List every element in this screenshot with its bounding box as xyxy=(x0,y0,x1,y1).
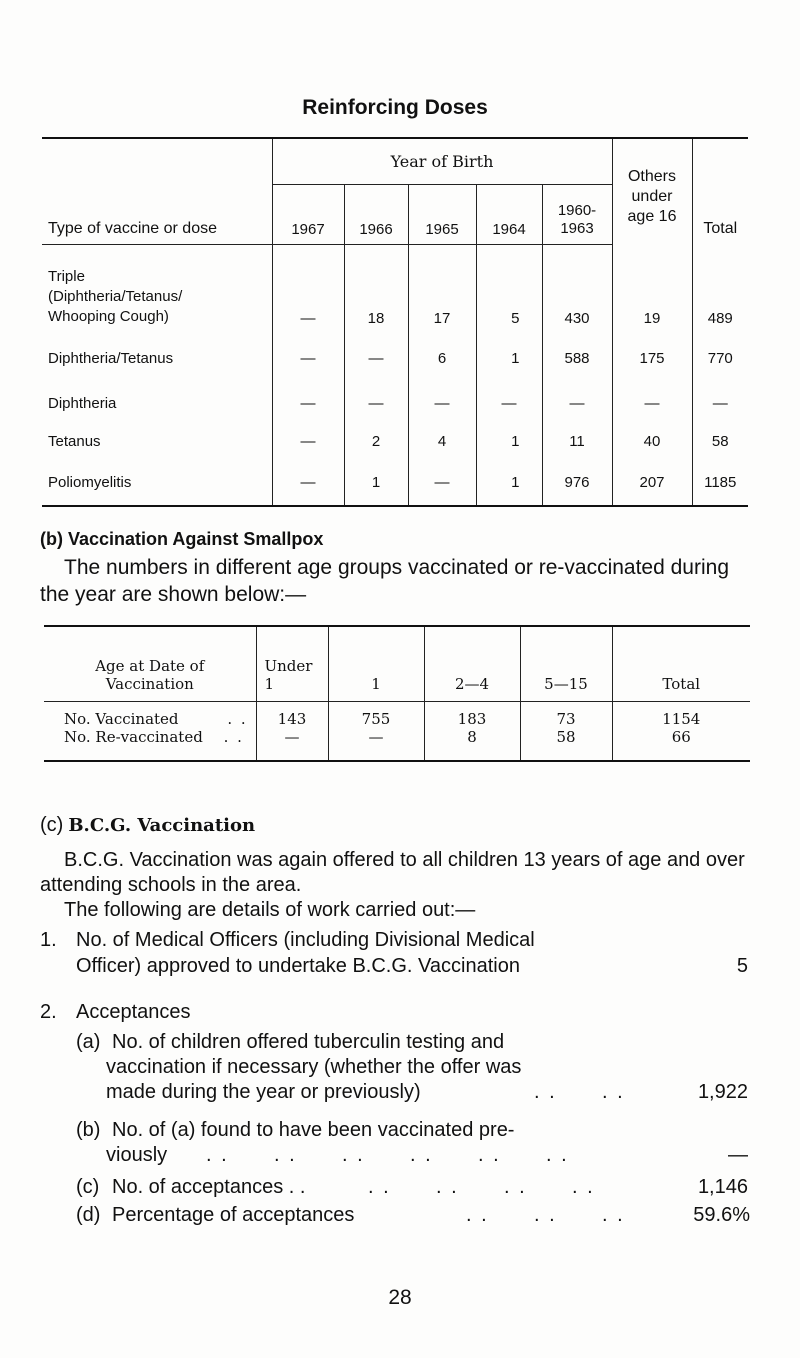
two-four-header: 2—4 xyxy=(424,626,520,702)
year-of-birth-header: Year of Birth xyxy=(272,138,612,184)
table-cell: — xyxy=(692,385,748,423)
leader-dots: . . . . xyxy=(534,1081,625,1103)
table-row xyxy=(42,333,748,385)
year-header: 1965 xyxy=(408,184,476,244)
total-header: Total xyxy=(612,626,750,702)
table-cell: 1 xyxy=(476,461,542,506)
smallpox-table xyxy=(44,625,750,762)
year-header: 1960- 1963 xyxy=(542,184,612,244)
table-cell: 8 xyxy=(424,728,520,761)
table-cell: 1 xyxy=(476,333,542,385)
table-cell: 175 xyxy=(612,333,692,385)
reinforcing-doses-table xyxy=(42,137,748,507)
table-cell: 2 xyxy=(344,423,408,461)
table-cell: 588 xyxy=(542,333,612,385)
table-cell: 1185 xyxy=(692,461,748,506)
sub-item-text: viously xyxy=(106,1144,168,1166)
table-cell: 11 xyxy=(542,423,612,461)
leader-dots: . . . . . . . . xyxy=(368,1176,595,1198)
five-fifteen-header: 5—15 xyxy=(520,626,612,702)
row-label: Diphtheria/Tetanus xyxy=(48,350,174,367)
table-cell: 489 xyxy=(692,244,748,333)
sub-item-value: 1,146 xyxy=(697,1176,748,1198)
table-cell: 5 xyxy=(476,244,542,333)
table-cell: 66 xyxy=(612,728,750,761)
table-row xyxy=(42,461,748,506)
sub-item-mark: (b) xyxy=(76,1119,101,1141)
table-cell: 1 xyxy=(344,461,408,506)
item-value: 5 xyxy=(736,955,748,977)
table-cell: 1 xyxy=(476,423,542,461)
table-cell: — xyxy=(408,461,476,506)
table-row xyxy=(42,244,748,333)
table-row xyxy=(42,385,748,423)
smallpox-heading: (b) Vaccination Against Smallpox xyxy=(40,529,324,549)
sub-item-text: No. of (a) found to have been vaccinated pre- xyxy=(112,1119,515,1141)
sub-item-text: Percentage of acceptances xyxy=(112,1204,355,1226)
table-cell: 755 xyxy=(328,702,424,729)
page-number: 28 xyxy=(388,1286,412,1309)
table-cell: 73 xyxy=(520,702,612,729)
table-cell: 143 xyxy=(256,702,328,729)
smallpox-intro: The numbers in different age groups vaccinated or re-vaccinated during the year are shown below:— xyxy=(40,556,729,606)
table-cell: 976 xyxy=(542,461,612,506)
table-cell: 4 xyxy=(408,423,476,461)
table-cell: — xyxy=(408,385,476,423)
age-header: Age at Date of Vaccination xyxy=(44,626,256,702)
bcg-heading: (c) B.C.G. Vaccination xyxy=(40,814,256,836)
sub-item-value: 1,922 xyxy=(697,1081,748,1103)
total-header: Total xyxy=(692,138,748,244)
table-cell: — xyxy=(272,333,344,385)
item-number: 1. xyxy=(40,929,57,951)
sub-item-mark: (c) xyxy=(76,1176,100,1198)
year-header: 1964 xyxy=(476,184,542,244)
year-header: 1966 xyxy=(344,184,408,244)
row-label: Diphtheria xyxy=(48,395,117,412)
table-cell: 207 xyxy=(612,461,692,506)
item-text: Officer) approved to undertake B.C.G. Vaccination xyxy=(76,955,520,977)
table-cell: — xyxy=(256,728,328,761)
table-cell: — xyxy=(272,423,344,461)
row-label: No. Vaccinated . . xyxy=(64,710,248,728)
table-cell: — xyxy=(328,728,424,761)
table-cell: — xyxy=(344,385,408,423)
under1-header: Under 1 xyxy=(256,626,328,702)
bcg-paragraph: B.C.G. Vaccination was again offered to all children 13 years of age and over attending schools in the area. xyxy=(40,849,745,896)
others-header: Others under age 16 xyxy=(612,138,692,244)
table-cell: — xyxy=(272,244,344,333)
one-header: 1 xyxy=(328,626,424,702)
row-label: Poliomyelitis xyxy=(48,474,132,491)
table-cell: 770 xyxy=(692,333,748,385)
table-cell: — xyxy=(272,461,344,506)
table-cell: — xyxy=(344,333,408,385)
table-cell: 17 xyxy=(408,244,476,333)
sub-item-text: No. of children offered tuberculin testing and xyxy=(112,1031,505,1053)
row-label: Tetanus xyxy=(48,433,101,450)
row-label: No. Re-vaccinated . . xyxy=(64,728,244,746)
table-row xyxy=(44,702,750,729)
sub-item-value: — xyxy=(728,1144,748,1166)
vaccine-type-header: Type of vaccine or dose xyxy=(42,184,272,244)
table-cell: — xyxy=(272,385,344,423)
section-title: Reinforcing Doses xyxy=(302,96,488,119)
item-text: No. of Medical Officers (including Divisional Medical xyxy=(76,929,535,951)
table-cell: — xyxy=(476,385,542,423)
table-cell: — xyxy=(612,385,692,423)
sub-item-text: made during the year or previously) xyxy=(106,1081,421,1103)
table-cell: 40 xyxy=(612,423,692,461)
table-cell: 19 xyxy=(612,244,692,333)
table-row xyxy=(42,423,748,461)
table-cell: 1154 xyxy=(612,702,750,729)
sub-item-mark: (a) xyxy=(76,1031,101,1053)
table-cell: 18 xyxy=(344,244,408,333)
item-number: 2. xyxy=(40,1001,57,1023)
table-cell: — xyxy=(542,385,612,423)
table-cell: 430 xyxy=(542,244,612,333)
leader-dots: . . . . . . xyxy=(466,1204,625,1226)
sub-item-text: No. of acceptances . . xyxy=(112,1176,306,1198)
leader-dots: . . . . . . . . . . . . xyxy=(206,1144,569,1166)
sub-item-text: vaccination if necessary (whether the offer was xyxy=(106,1056,522,1078)
table-cell: 6 xyxy=(408,333,476,385)
sub-item-mark: (d) xyxy=(76,1204,101,1226)
year-header: 1967 xyxy=(272,184,344,244)
table-cell: 58 xyxy=(692,423,748,461)
table-cell: 58 xyxy=(520,728,612,761)
sub-item-value: 59.6% xyxy=(693,1204,750,1226)
item-text: Acceptances xyxy=(76,1001,191,1023)
table-row xyxy=(44,728,750,761)
row-label: Triple (Diphtheria/Tetanus/ Whooping Cough) xyxy=(48,267,183,325)
bcg-intro: The following are details of work carried out:— xyxy=(64,899,476,921)
table-cell: 183 xyxy=(424,702,520,729)
